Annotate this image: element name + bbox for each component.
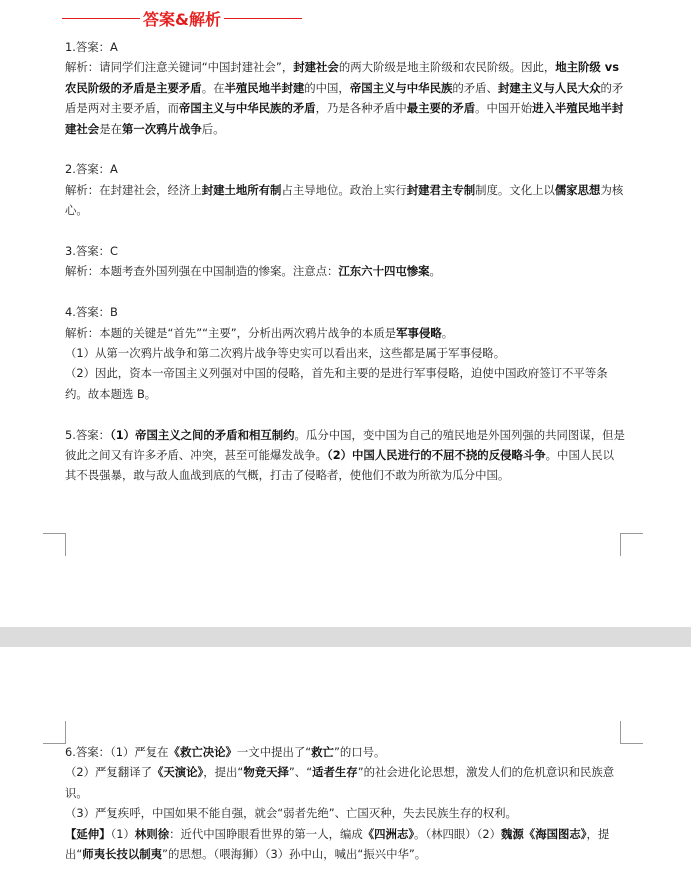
page-corner-mark [620,721,643,744]
section-title [62,7,302,29]
answer-6-line-3: （3）严复疾呼，中国如果不能自强，就会“弱者先绝”、亡国灭种，失去民族生存的权利。 [65,806,517,821]
answer-6-line-2: （2）严复翻译了《天演论》，提出“物竞天择”、“适者生存”的社会进化论思想，激发人们的危机意识和民族意识。 [65,765,615,800]
page-corner-mark [620,533,643,556]
page-corner-mark [43,533,66,556]
answer-6-line-1: 6.答案：（1）严复在《救亡决论》一文中提出了“救亡”的口号。 [65,745,386,759]
title-rule-right [224,18,302,19]
answer-4-point-2: （2）因此，资本一帝国主义列强对中国的侵略，首先和主要的是进行军事侵略，迫使中国政府签订不平等条约。故本题选 B。 [65,366,608,401]
answer-2-line: 2.答案：A [65,162,118,177]
section-title-text: 答案&解析 [143,9,221,29]
answer-5-text: 5.答案：（1）帝国主义之间的矛盾和相互制约。瓜分中国，变中国为自己的殖民地是外国列强的共同图谋，但是彼此之间又有许多矛盾、冲突，甚至可能爆发战争。（2）中国人民进行的不屈不挠的反侵略斗争。中国人民以其不畏强暴，敢与敌人血战到底的气概，打击了侵略者，使他们不敢为所欲为瓜分中国。 [65,427,625,483]
page-1-content [65,37,625,506]
answer-2 [65,159,625,220]
answer-2-analysis: 解析：在封建社会，经济上封建土地所有制占主导地位。政治上实行封建君主专制制度。文化上以儒家思想为核心。 [65,182,624,218]
extension-note: 【延伸】（1）林则徐：近代中国睁眼看世界的第一人，编成《四洲志》。（林四眼）（2）魏源《海国图志》，提出“师夷长技以制夷”的思想。（喂海狮）（3）孙中山，喊出“振兴中华”。 [65,826,610,862]
answer-3 [65,241,625,282]
page-gap [0,627,691,647]
answer-1-line: 1.答案：A [65,40,118,54]
page-2-content [65,742,625,864]
answer-1 [65,37,625,139]
answer-3-analysis: 解析：本题考查外国列强在中国制造的惨案。注意点：江东六十四屯惨案。 [65,264,441,279]
answer-4-analysis: 解析：本题的关键是“首先”“主要”，分析出两次鸦片战争的本质是军事侵略。 [65,325,454,340]
answer-1-analysis: 解析：请同学们注意关键词“中国封建社会”，封建社会的两大阶级是地主阶级和农民阶级。因此，地主阶级 vs 农民阶级的矛盾是主要矛盾。在半殖民地半封建的中国，帝国主义与中华民族的矛盾、封建主义与人民大众的矛盾是两对主要矛盾，而帝国主义与中华民族的矛盾，乃是各种矛盾中最主要的矛盾。中国开始进入半殖民地半封建社会是在第一次鸦片战争后。 [65,60,624,136]
page-corner-mark [43,721,66,744]
answer-5 [65,425,625,486]
answer-4-point-1: （1）从第一次鸦片战争和第二次鸦片战争等史实可以看出来，这些都是属于军事侵略。 [65,346,506,361]
title-rule-left [62,18,140,19]
answer-3-line: 3.答案：C [65,244,118,259]
answer-4-line: 4.答案：B [65,305,118,320]
answer-4 [65,302,625,404]
